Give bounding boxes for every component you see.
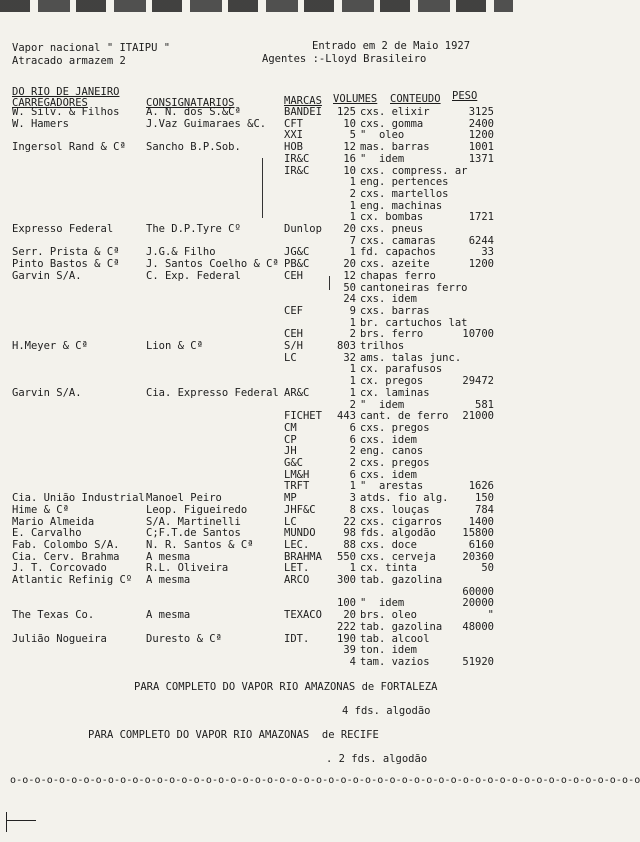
cell-mark: IDT.: [284, 632, 310, 645]
cell-content: cxs. gomma: [360, 117, 424, 130]
cell-qty: 32: [343, 351, 356, 364]
cell-shipper: Expresso Federal: [12, 223, 114, 235]
cell-content: cxs. martellos: [360, 187, 449, 200]
cell-qty: 9: [349, 304, 356, 317]
cell-weight: 784: [475, 503, 494, 516]
cell-mark: MP: [284, 492, 297, 505]
cell-mark: CEH: [284, 328, 303, 341]
col-origem: DO RIO DE JANEIRO: [12, 86, 120, 98]
cell-content: br. cartuchos lat: [360, 316, 468, 329]
cell-weight: 51920: [462, 655, 494, 668]
cell-qty: 10: [343, 117, 356, 130]
cell-consignee: Cia. Expresso Federal: [146, 386, 279, 399]
cell-mark: Dunlop: [284, 223, 322, 235]
cell-mark: JG&C: [284, 246, 310, 259]
cell-content: " idem: [360, 597, 405, 610]
cell-weight: 1371: [468, 152, 494, 165]
cell-qty: 7: [349, 234, 356, 247]
cell-consignee: Sancho B.P.Sob.: [146, 141, 241, 154]
agentes-line: Agentes :-Lloyd Brasileiro: [262, 53, 427, 65]
cell-consignee: Leop. Figueiredo: [146, 503, 248, 516]
col-marcas: MARCAS: [284, 95, 322, 107]
cell-consignee: N. R. Santos & Cª: [146, 538, 254, 551]
cell-qty: 125: [337, 106, 356, 118]
cell-consignee: C. Exp. Federal: [146, 269, 241, 282]
cell-content: cxs. cigarros: [360, 515, 443, 528]
cell-shipper: Cia. União Industrial: [12, 492, 145, 505]
cell-content: cxs. elixir: [360, 106, 430, 118]
cell-qty: 2: [349, 328, 356, 341]
cell-shipper: Garvin S/A.: [12, 386, 82, 399]
cell-qty: 1: [349, 316, 356, 329]
cell-weight: 48000: [462, 620, 494, 633]
cell-content: cx. pregos: [360, 375, 424, 388]
cell-consignee: Duresto & Cª: [146, 632, 222, 645]
cell-mark: LEC.: [284, 538, 310, 551]
cell-content: cxs. camaras: [360, 234, 436, 247]
cell-qty: 443: [337, 410, 356, 423]
cell-content: cxs. idem: [360, 468, 417, 481]
cell-shipper: E. Carvalho: [12, 527, 82, 540]
cell-qty: 1: [349, 375, 356, 388]
cell-mark: TEXACO: [284, 609, 322, 622]
cell-qty: 6: [349, 421, 356, 434]
cell-content: cant. de ferro: [360, 410, 449, 423]
cell-qty: 1: [349, 176, 356, 189]
cell-content: cxs. pneus: [360, 223, 424, 235]
cell-weight: 2400: [468, 117, 494, 130]
cell-mark: MUNDO: [284, 527, 316, 540]
cell-content: cxs. pregos: [360, 421, 430, 434]
cell-qty: 20: [343, 609, 356, 622]
cell-qty: 39: [343, 644, 356, 657]
cell-content: fd. capachos: [360, 246, 436, 259]
cell-qty: 24: [343, 293, 356, 306]
cell-content: " arestas: [360, 480, 424, 493]
cell-content: ams. talas junc.: [360, 351, 462, 364]
cell-shipper: Mario Almeida: [12, 515, 95, 528]
cell-content: fds. algodão: [360, 527, 436, 540]
cell-consignee: A mesma: [146, 550, 191, 563]
cell-mark: BRAHMA: [284, 550, 322, 563]
cell-mark: LC: [284, 351, 297, 364]
cell-consignee: A mesma: [146, 574, 191, 586]
cell-qty: 1: [349, 480, 356, 493]
cell-qty: 222: [337, 620, 356, 633]
cell-mark: LC: [284, 515, 297, 528]
cell-content: tab. alcool: [360, 632, 430, 645]
cell-qty: 16: [343, 152, 356, 165]
cell-qty: 1: [349, 199, 356, 212]
cell-weight: 20000: [462, 597, 494, 610]
cell-mark: IR&C: [284, 164, 310, 177]
cell-qty: 50: [343, 281, 356, 294]
cell-qty: 300: [337, 574, 356, 586]
cell-qty: 20: [343, 223, 356, 235]
cell-content: brs. oleo: [360, 609, 417, 622]
cell-content: tab. gazolina: [360, 620, 443, 633]
cell-mark: HOB: [284, 141, 303, 154]
cell-weight: 50: [481, 562, 494, 575]
cell-mark: JH: [284, 445, 297, 458]
cell-mark: CM: [284, 421, 297, 434]
vapor-title: Vapor nacional " ITAIPU ": [12, 42, 171, 54]
scan-edge: [0, 0, 513, 12]
cell-qty: 10: [343, 164, 356, 177]
cell-weight: 3125: [468, 106, 494, 118]
page-corner-mark: [6, 820, 36, 821]
cell-mark: S/H: [284, 340, 303, 352]
cell-qty: 6: [349, 468, 356, 481]
cell-qty: 1: [349, 386, 356, 399]
cell-content: trilhos: [360, 340, 405, 352]
cell-content: cantoneiras ferro: [360, 281, 468, 294]
cell-consignee: J. Santos Coelho & Cª: [146, 258, 279, 271]
cell-mark: LET.: [284, 562, 310, 575]
cell-mark: LM&H: [284, 468, 310, 481]
cell-content: cxs. cerveja: [360, 550, 436, 563]
cell-shipper: W. Silv. & Filhos: [12, 106, 120, 118]
cell-consignee: R.L. Oliveira: [146, 562, 229, 575]
cell-weight: 21000: [462, 410, 494, 423]
cell-mark: AR&C: [284, 386, 310, 399]
cell-shipper: Serr. Prista & Cª: [12, 246, 120, 259]
cell-consignee: A mesma: [146, 609, 191, 622]
col-peso: PESO: [452, 90, 478, 102]
cell-mark: JHF&C: [284, 503, 316, 516]
cell-content: brs. ferro: [360, 328, 424, 341]
cell-mark: CFT: [284, 117, 303, 130]
footer-line-2: PARA COMPLETO DO VAPOR RIO AMAZONAS de RECIFE: [88, 729, 379, 741]
cell-qty: 803: [337, 340, 356, 352]
cell-shipper: Ingersol Rand & Cª: [12, 141, 126, 154]
cell-consignee: C;F.T.de Santos: [146, 527, 241, 540]
cell-weight: 6244: [468, 234, 494, 247]
cell-content: " idem: [360, 398, 405, 411]
cell-content: chapas ferro: [360, 269, 436, 282]
cell-mark: IR&C: [284, 152, 310, 165]
cell-weight: 10700: [462, 328, 494, 341]
cell-qty: 8: [349, 503, 356, 516]
cell-qty: 88: [343, 538, 356, 551]
cell-shipper: W. Hamers: [12, 117, 69, 130]
cell-weight: 20360: [462, 550, 494, 563]
cell-content: atds. fio alg.: [360, 492, 449, 505]
cell-qty: 12: [343, 269, 356, 282]
cell-weight: 1721: [468, 211, 494, 224]
cell-weight: 33: [481, 246, 494, 259]
cell-consignee: Manoel Peiro: [146, 492, 222, 505]
cell-weight: 1626: [468, 480, 494, 493]
cell-content: cx. bombas: [360, 211, 424, 224]
cell-shipper: The Texas Co.: [12, 609, 95, 622]
cell-consignee: A. N. dos S.&Cª: [146, 106, 241, 118]
cell-mark: XXI: [284, 129, 303, 142]
cell-qty: 2: [349, 445, 356, 458]
cell-content: tab. gazolina: [360, 574, 443, 586]
cell-content: eng. machinas: [360, 199, 443, 212]
cell-weight: 15800: [462, 527, 494, 540]
cell-qty: 22: [343, 515, 356, 528]
cell-content: cxs. barras: [360, 304, 430, 317]
cell-shipper: J. T. Corcovado: [12, 562, 107, 575]
cell-qty: 6: [349, 433, 356, 446]
cell-consignee: Lion & Cª: [146, 340, 203, 352]
cell-content: cx. parafusos: [360, 363, 443, 376]
cell-weight: 1200: [468, 129, 494, 142]
cell-qty: 98: [343, 527, 356, 540]
cell-content: cxs. compress. ar: [360, 164, 468, 177]
cell-qty: 5: [349, 129, 356, 142]
cell-qty: 2: [349, 187, 356, 200]
cell-content: cx. laminas: [360, 386, 430, 399]
cell-weight: 581: [475, 398, 494, 411]
cell-qty: 100: [337, 597, 356, 610]
cell-qty: 1: [349, 363, 356, 376]
divider-line: [262, 158, 263, 218]
cell-qty: 1: [349, 562, 356, 575]
cell-content: cxs. doce: [360, 538, 417, 551]
cell-content: cxs. louças: [360, 503, 430, 516]
cell-qty: 1: [349, 246, 356, 259]
cell-consignee: J.Vaz Guimaraes &C.: [146, 117, 267, 130]
cell-qty: 12: [343, 141, 356, 154]
atracado-line: Atracado armazem 2: [12, 55, 126, 67]
cell-mark: G&C: [284, 457, 303, 469]
cell-qty: 2: [349, 398, 356, 411]
col-conteudo: CONTEUDO: [390, 93, 441, 105]
cell-weight: 60000: [462, 585, 494, 598]
cell-shipper: Pinto Bastos & Cª: [12, 258, 120, 271]
cell-content: eng. canos: [360, 445, 424, 458]
cell-consignee: S/A. Martinelli: [146, 515, 241, 528]
cell-mark: CEF: [284, 304, 303, 317]
cell-weight: 29472: [462, 375, 494, 388]
cell-qty: 550: [337, 550, 356, 563]
cell-mark: ARCO: [284, 574, 310, 586]
cell-shipper: Hime & Cª: [12, 503, 69, 516]
cell-content: tam. vazios: [360, 655, 430, 668]
cell-weight: 6160: [468, 538, 494, 551]
cell-mark: CEH: [284, 269, 303, 282]
footer-line-2b: . 2 fds. algodão: [326, 753, 428, 765]
cell-content: cxs. pregos: [360, 457, 430, 469]
cell-shipper: Fab. Colombo S/A.: [12, 538, 120, 551]
col-carregadores: CARREGADORES: [12, 97, 88, 109]
cell-mark: BANDEI: [284, 106, 322, 118]
cell-qty: 1: [349, 211, 356, 224]
cell-shipper: Garvin S/A.: [12, 269, 82, 282]
cell-qty: 3: [349, 492, 356, 505]
cell-mark: PB&C: [284, 258, 310, 271]
cell-shipper: Atlantic Refinig Cº: [12, 574, 133, 586]
cell-weight: ": [487, 609, 494, 622]
cell-content: cxs. idem: [360, 293, 417, 306]
cell-content: " idem: [360, 152, 405, 165]
col-consignatarios: CONSIGNATARIOS: [146, 97, 235, 109]
cell-content: ton. idem: [360, 644, 417, 657]
cell-weight: 150: [475, 492, 494, 505]
cell-content: eng. pertences: [360, 176, 449, 189]
footer-line-1: PARA COMPLETO DO VAPOR RIO AMAZONAS de FORTALEZA: [134, 681, 438, 693]
cell-content: cxs. idem: [360, 433, 417, 446]
cell-shipper: Cia. Cerv. Brahma: [12, 550, 120, 563]
cell-consignee: The D.P.Tyre Cº: [146, 223, 241, 235]
cell-qty: 20: [343, 258, 356, 271]
separator-line: o-o-o-o-o-o-o-o-o-o-o-o-o-o-o-o-o-o-o-o-o-o-o-o-o-o-o-o-o-o-o-o-o-o-o-o-o-o-o-o-o-o-o-o-o-o-o-o-o-o-o-o: [10, 775, 640, 786]
cell-shipper: H.Meyer & Cª: [12, 340, 88, 352]
cell-qty: 190: [337, 632, 356, 645]
cell-mark: CP: [284, 433, 297, 446]
cell-consignee: J.G.& Filho: [146, 246, 216, 259]
footer-line-1b: 4 fds. algodão: [342, 705, 431, 717]
cell-content: mas. barras: [360, 141, 430, 154]
entrada-date: Entrado em 2 de Maio 1927: [312, 40, 471, 52]
cell-qty: 4: [349, 655, 356, 668]
cell-content: " oleo: [360, 129, 405, 142]
cell-weight: 1001: [468, 141, 494, 154]
cell-shipper: Julião Nogueira: [12, 632, 107, 645]
divider-line: [329, 276, 330, 290]
cell-mark: TRFT: [284, 480, 310, 493]
cell-qty: 2: [349, 457, 356, 469]
cell-weight: 1400: [468, 515, 494, 528]
cell-content: cxs. azeite: [360, 258, 430, 271]
page-corner-mark: [6, 812, 7, 832]
col-volumes: VOLUMES: [333, 93, 378, 105]
cell-content: cx. tinta: [360, 562, 417, 575]
cell-weight: 1200: [468, 258, 494, 271]
cell-mark: FICHET: [284, 410, 322, 423]
